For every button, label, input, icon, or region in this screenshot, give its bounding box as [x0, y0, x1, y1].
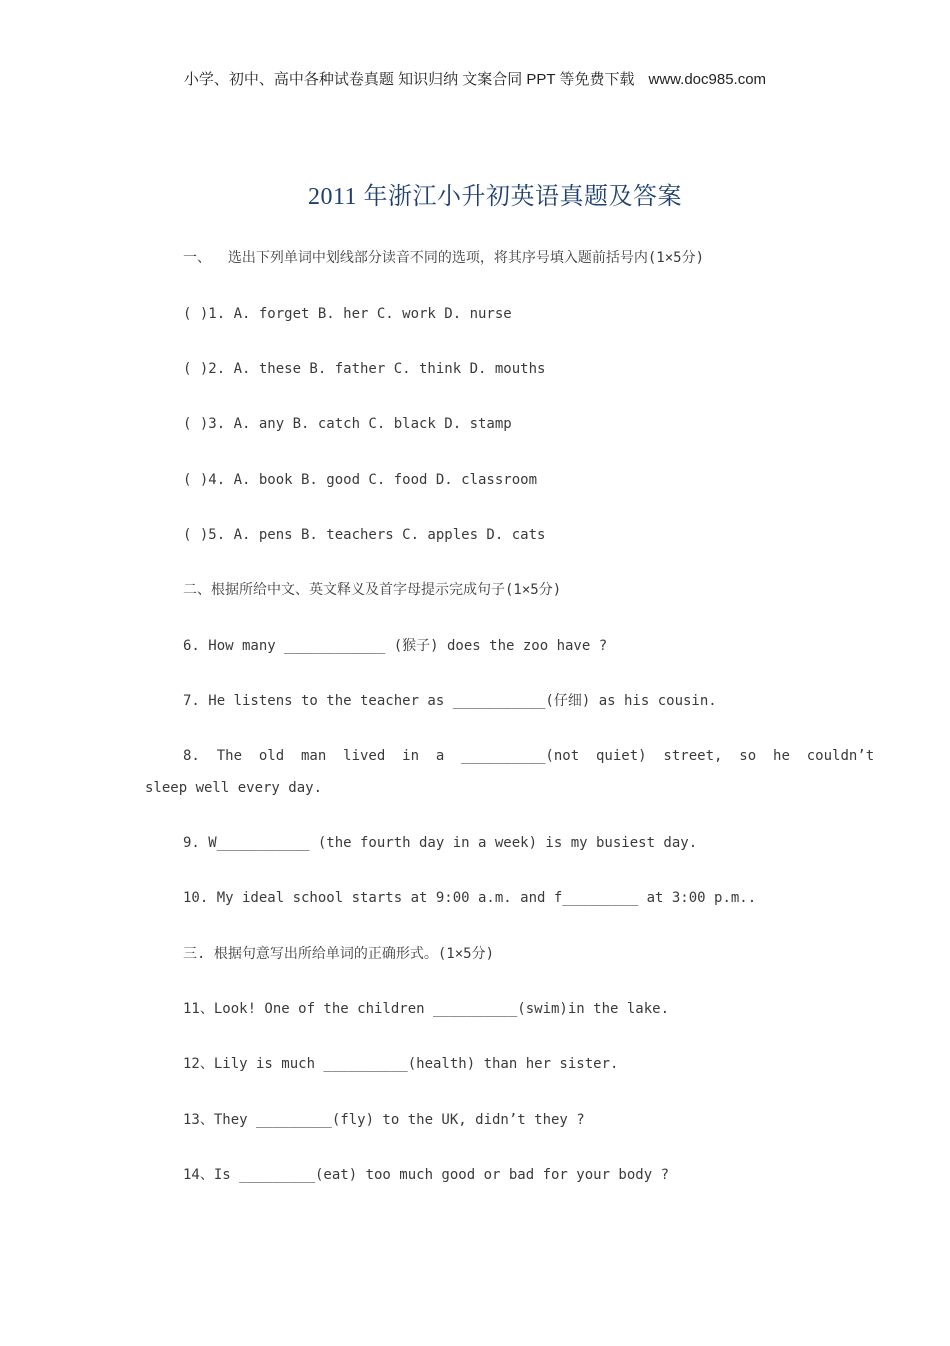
section-2-heading: 二、根据所给中文、英文释义及首字母提示完成句子(1×5分) — [183, 582, 562, 598]
section-1-heading: 一、 选出下列单词中划线部分读音不同的选项，将其序号填入题前括号内(1×5分) — [183, 250, 704, 266]
question-2: ( )2. A. these B. father C. think D. mouths — [183, 361, 546, 377]
question-10: 10. My ideal school starts at 9:00 a.m. and f_________ at 3:00 p.m.. — [183, 890, 757, 906]
question-8: 8. The old man lived in a __________(not quiet) street, so he couldn’t — [183, 748, 875, 764]
question-12: 12、Lily is much __________(health) than her sister. — [183, 1056, 619, 1072]
question-14: 14、Is _________(eat) too much good or bad for your body ? — [183, 1167, 670, 1183]
site-header — [0, 68, 950, 89]
page-title: 2011 年浙江小升初英语真题及答案 — [307, 184, 683, 210]
question-1: ( )1. A. forget B. her C. work D. nurse — [183, 306, 512, 322]
question-7: 7. He listens to the teacher as ___________(仔细) as his cousin. — [183, 693, 717, 709]
question-11: 11、Look! One of the children __________(swim)in the lake. — [183, 1001, 670, 1017]
question-4: ( )4. A. book B. good C. food D. classroom — [183, 472, 538, 488]
question-8-continued: sleep well every day. — [145, 780, 323, 796]
question-3: ( )3. A. any B. catch C. black D. stamp — [183, 416, 512, 432]
question-13: 13、They _________(fly) to the UK, didn’t they ? — [183, 1112, 585, 1128]
question-9: 9. W___________ (the fourth day in a week) is my busiest day. — [183, 835, 698, 851]
question-6: 6. How many ____________ (猴子) does the zoo have ? — [183, 638, 608, 654]
question-5: ( )5. A. pens B. teachers C. apples D. cats — [183, 527, 546, 543]
section-3-heading: 三. 根据句意写出所给单词的正确形式。(1×5分) — [183, 946, 494, 962]
header-text: 小学、初中、高中各种试卷真题 知识归纳 文案合同 PPT 等免费下载 — [183, 71, 635, 88]
header-url: www.doc985.com — [648, 71, 767, 88]
